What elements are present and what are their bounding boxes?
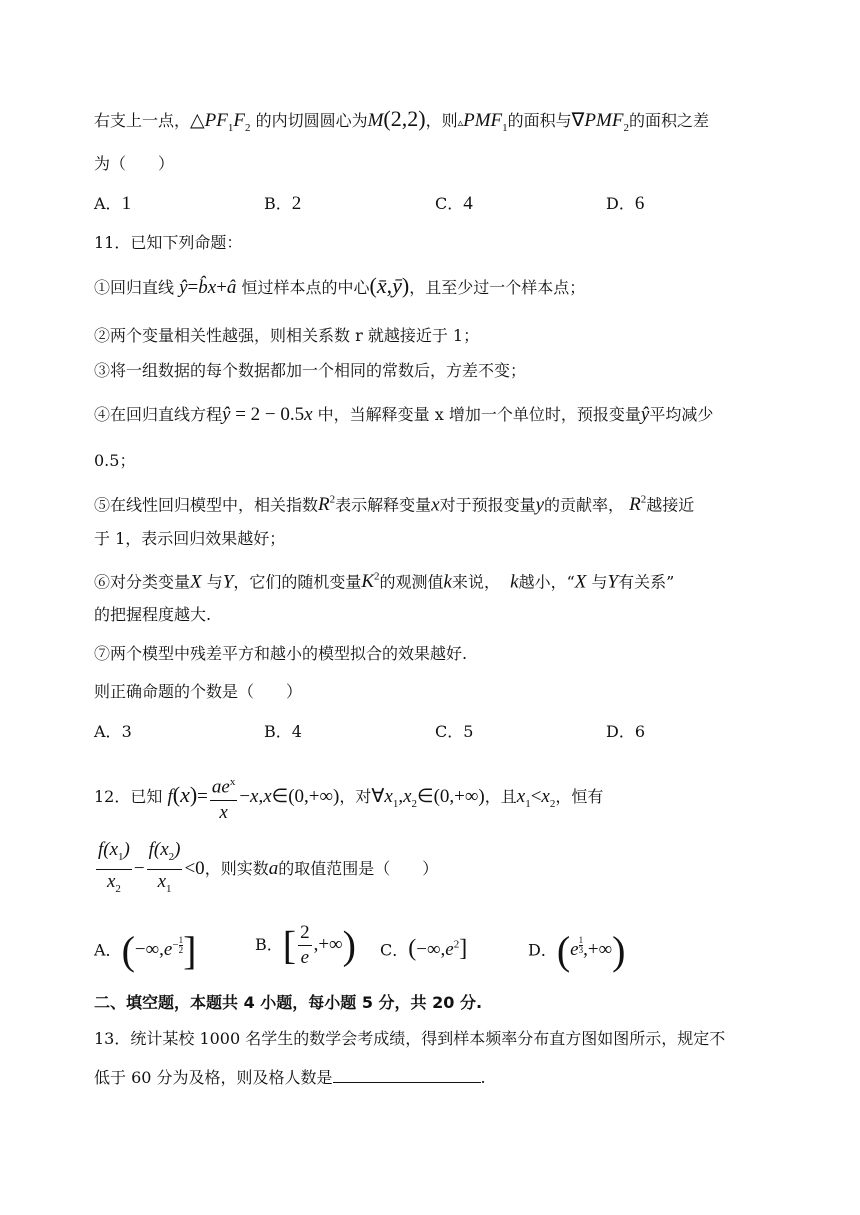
text: 低于 60 分为及格，则及格人数是 (94, 1068, 333, 1087)
option-value: 5 (463, 722, 474, 741)
option-value: 4 (463, 193, 473, 214)
math-plus: + (216, 277, 227, 298)
q12-condition (94, 838, 438, 901)
math-expr: = 2 − 0.5 (230, 404, 305, 425)
math-minus: − (133, 857, 145, 879)
q12-option-b (255, 917, 356, 974)
math-x1-lt-x2: $x_1$ (516, 786, 531, 810)
q11-proposition-2: ②两个变量相关性越强，则相关系数 r 就越接近于 1； (94, 326, 480, 345)
math-interval: e $^{\frac{1}{3}}$ ,+∞ (570, 934, 613, 961)
math-lt: < (530, 786, 542, 807)
math-x2: $x_2$ (541, 786, 556, 810)
q10-option-d (606, 193, 644, 215)
math-forall: $\forall x_1,x_2\in(0,+\infty)$ (371, 786, 485, 810)
text: ，且至少过一个样本点； (409, 278, 586, 297)
option-value: 6 (634, 722, 646, 741)
q10-option-a (94, 193, 131, 215)
math-X: X (190, 571, 202, 593)
q12-stem (94, 770, 603, 829)
q13-line2 (94, 1066, 486, 1089)
q11-proposition-5-cont: 于 1，表示回归效果越好； (94, 529, 286, 548)
q11-option-a (94, 721, 132, 743)
math-a: a (268, 857, 279, 879)
text: 表示解释变量 (335, 495, 432, 515)
text: 与 (206, 572, 223, 592)
option-letter: D． (606, 194, 635, 213)
math-paren: ) (612, 927, 626, 973)
q11-proposition-1 (94, 275, 585, 299)
math-yhat: ŷ (222, 404, 231, 425)
text: 的贡献率， (544, 495, 625, 515)
option-letter: D． (606, 722, 635, 741)
math-interval: $-\infty,e^{- \frac{1}{2}}$ (134, 934, 184, 961)
option-value: 4 (291, 722, 302, 741)
option-value: 3 (121, 722, 132, 741)
text: 中，当解释变量 x 增加一个单位时，预报变量 (317, 405, 641, 424)
q10-option-c (435, 193, 473, 215)
text: ，它们的随机变量 (233, 572, 362, 592)
text: . (480, 1068, 486, 1087)
q10-text: 的面积与 (507, 111, 572, 130)
math-rest: −x,x∈(0,+∞) (239, 786, 340, 807)
math-y: y (535, 494, 545, 516)
math-r2: $R^2$ (318, 494, 336, 516)
math-paren: ( (408, 935, 417, 962)
math-fraction-fx2-over-x1: $\frac{f(x_2)}{x_1}$ (148, 839, 181, 895)
triangle-symbol: △ (190, 109, 205, 131)
text: 的取值范围是（ ） (278, 858, 439, 878)
q11-proposition-6 (94, 566, 674, 593)
q11-proposition-6-cont: 的把握程度越大. (94, 605, 212, 624)
option-value: 6 (634, 193, 645, 214)
text: 有关系” (618, 572, 675, 592)
text: 来说， (451, 572, 500, 592)
text: 12．已知 (94, 787, 163, 806)
answer-blank[interactable] (333, 1066, 481, 1083)
math-Y: Y (607, 571, 619, 593)
math-k: k (510, 571, 519, 593)
q10-line1 (94, 108, 709, 139)
q11-proposition-4 (94, 404, 713, 426)
text: ，对 (339, 787, 372, 806)
q10-text: 的内切圆圆心为 (255, 111, 368, 130)
math-k: k (443, 571, 452, 593)
q10-text: 的面积之差 (628, 111, 709, 130)
math-eq: = (197, 786, 208, 807)
q11-option-d (606, 721, 645, 743)
q11-option-b (264, 721, 302, 743)
q11-stem: 11．已知下列命题： (94, 233, 243, 252)
option-letter: B． (255, 935, 283, 954)
text: ，恒有 (555, 787, 604, 806)
math-Y: Y (222, 571, 234, 593)
math-bracket: ] (183, 927, 197, 973)
math-bx: b̂x (198, 277, 217, 298)
section-heading: 二、填空题，本题共 4 小题，每小题 5 分，共 20 分. (94, 993, 483, 1012)
text: ，则实数 (204, 858, 269, 878)
q12-option-a (94, 917, 196, 979)
q11-ask: 则正确命题的个数是（ ） (94, 682, 303, 701)
option-letter: C． (435, 194, 464, 213)
math-k2: $K^2$ (361, 571, 380, 593)
text: 对于预报变量 (439, 495, 536, 515)
math-regression-line: ŷ (179, 277, 188, 298)
math-bracket: [ (282, 922, 297, 968)
text: 越接近 (646, 495, 695, 515)
math-r2: $R^2$ (629, 494, 647, 516)
option-value: 1 (121, 193, 132, 214)
math-a: â (226, 277, 237, 298)
math-interval: ,+∞ (313, 934, 343, 955)
math-x: x (431, 494, 440, 516)
text: 与 (591, 572, 608, 592)
q11-option-c (435, 721, 473, 743)
q11-proposition-5 (94, 489, 694, 516)
math-yhat: ŷ (640, 404, 650, 425)
q10-option-b (264, 193, 301, 215)
math-fraction-aex-over-x: $\frac{ae^x}{x}$ (210, 770, 237, 824)
option-letter: A． (94, 940, 122, 960)
q13-line1: 13．统计某校 1000 名学生的数学会考成绩，得到样本频率分布直方图如图所示，规定不 (94, 1029, 726, 1048)
math-paren: ) (342, 922, 356, 968)
option-letter: B． (264, 722, 292, 741)
math-fraction-fx1-over-x2: $\frac{f(x_1)}{x_2}$ (98, 839, 130, 895)
math-fx: (x) (172, 782, 198, 807)
math-x: x (304, 404, 313, 425)
q12-option-d (528, 917, 625, 979)
nabla-symbol: ∇ (571, 110, 585, 131)
math-m22: M (367, 110, 384, 131)
math-eq: = (187, 277, 199, 298)
text: ⑥对分类变量 (94, 572, 191, 592)
math-lt0: <0 (184, 857, 205, 879)
math-paren: ( (556, 927, 571, 973)
option-letter: A． (94, 722, 122, 741)
math-center: (x̄,ȳ) (369, 273, 410, 298)
option-letter: C． (435, 722, 464, 741)
option-letter: D． (528, 940, 557, 960)
q12-option-c (380, 917, 467, 978)
option-value: 2 (291, 193, 302, 214)
q11-proposition-7: ⑦两个模型中残差平方和越小的模型拟合的效果越好. (94, 644, 468, 663)
option-letter: B． (264, 194, 292, 213)
math-bracket: ] (459, 935, 468, 962)
text: 恒过样本点的中心 (241, 278, 370, 297)
text: ⑤在线性回归模型中，相关指数 (94, 495, 319, 515)
q11-proposition-3: ③将一组数据的每个数据都加一个相同的常数后，方差不变； (94, 361, 527, 380)
text: 越小，“ (518, 572, 575, 592)
text: 的观测值 (379, 572, 444, 592)
q11-proposition-4-cont: 0.5； (94, 451, 136, 470)
text: ④在回归直线方程 (94, 405, 223, 424)
triangle-small: ▵ (457, 116, 464, 129)
math-pmf2: $PMF_2$ (584, 110, 629, 134)
math-pf1f2: $PF_1F_2$ (204, 110, 251, 134)
math-f: f (167, 786, 173, 807)
math-X: X (574, 571, 587, 593)
text: 平均减少 (649, 405, 714, 424)
math-paren: ( (121, 927, 135, 973)
q10-line2: 为（ ） (94, 154, 175, 173)
math-interval: $-\infty,e^2$ (416, 939, 460, 961)
q10-text: ，则 (425, 111, 458, 130)
option-letter: C． (380, 940, 409, 960)
text: ，且 (484, 787, 517, 806)
math-pmf1: $PMF_1$ (463, 110, 508, 134)
math-fraction-2-over-e: $\frac{2}{e}$ (300, 922, 310, 968)
option-letter: A． (94, 194, 122, 213)
math-m22-args: (2,2) (383, 106, 426, 131)
text: ①回归直线 (94, 278, 175, 297)
q10-text: 右支上一点， (94, 111, 191, 130)
